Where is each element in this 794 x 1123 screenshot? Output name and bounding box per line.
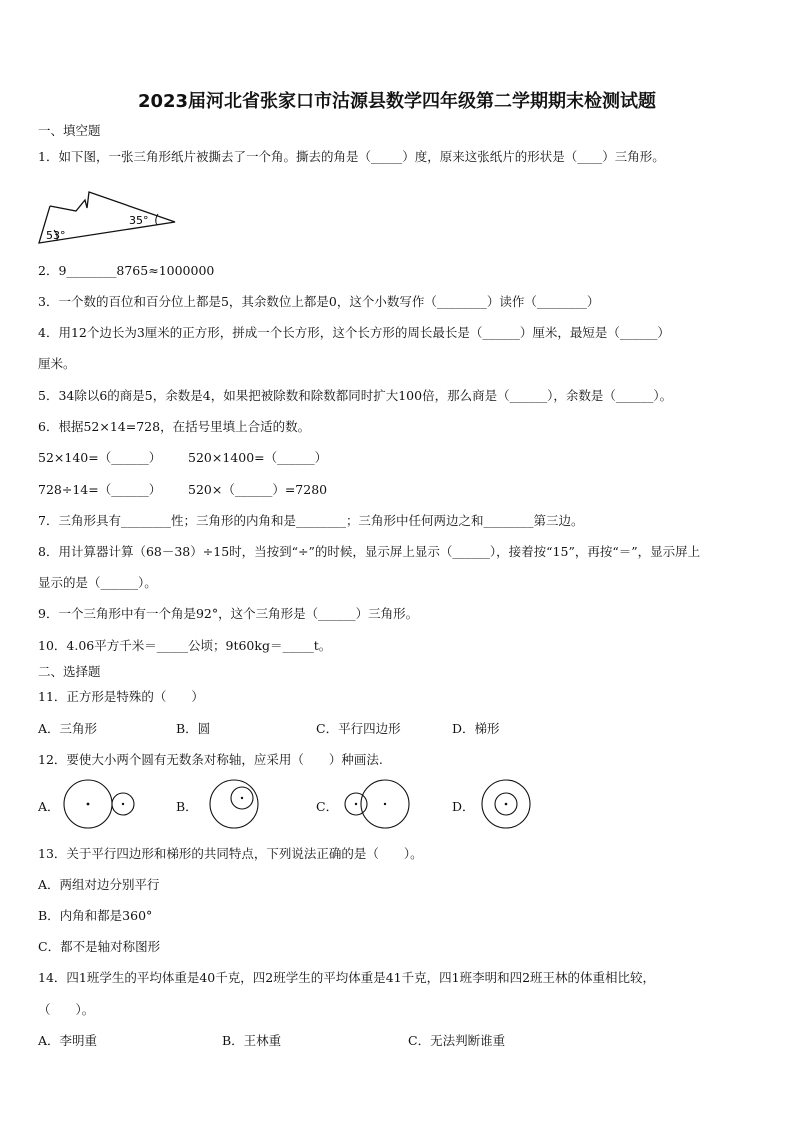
- q14-option-b: B．王林重: [222, 1033, 282, 1048]
- angle-label-left: 53°: [46, 229, 66, 242]
- angle-label-right: 35°: [129, 214, 149, 227]
- question-14-line-2: （ ）。: [38, 1002, 95, 1017]
- question-1: 1．如下图，一张三角形纸片被撕去了一个角。撕去的角是（_____）度，原来这张纸片的形状是（____）三角形。: [38, 149, 665, 164]
- q11-option-b: B．圆: [176, 721, 211, 736]
- q14-option-c: C．无法判断谁重: [408, 1033, 506, 1048]
- q12-option-d: D．: [452, 799, 475, 814]
- torn-triangle-figure: [36, 188, 181, 248]
- question-9: 9．一个三角形中有一个角是92°，这个三角形是（______）三角形。: [38, 606, 419, 621]
- circles-figure-c: [340, 777, 414, 831]
- question-10: 10．4.06平方千米＝_____公顷；9t60kg＝_____t。: [38, 638, 332, 653]
- question-2: 2．9________8765≈1000000: [38, 263, 215, 278]
- q14-option-a: A．李明重: [38, 1033, 98, 1048]
- q6-item-3: 728÷14=（______）: [38, 482, 162, 497]
- page-title: 2023届河北省张家口市沽源县数学四年级第二学期期末检测试题: [137, 91, 657, 112]
- q6-item-4: 520×（______）=7280: [188, 482, 328, 497]
- q11-option-d: D．梯形: [452, 721, 500, 736]
- question-3: 3．一个数的百位和百分位上都是5，其余数位上都是0，这个小数写作（________）读作（________）: [38, 294, 600, 309]
- question-4-line-1: 4．用12个边长为3厘米的正方形，拼成一个长方形，这个长方形的周长最长是（______）厘米，最短是（______）: [38, 325, 670, 340]
- question-6: 6．根据52×14=728，在括号里填上合适的数。: [38, 419, 311, 434]
- q11-option-a: A．三角形: [38, 721, 98, 736]
- q12-option-c: C．: [316, 799, 339, 814]
- question-11: 11．正方形是特殊的（ ）: [38, 689, 204, 704]
- question-5: 5．34除以6的商是5，余数是4，如果把被除数和除数都同时扩大100倍，那么商是（______），余数是（______）。: [38, 388, 673, 403]
- question-13: 13．关于平行四边形和梯形的共同特点，下列说法正确的是（ ）。: [38, 846, 423, 861]
- section-heading-fill-in: 一、填空题: [38, 123, 101, 138]
- q12-option-a: A．: [38, 799, 60, 814]
- q6-item-2: 520×1400=（______）: [188, 450, 328, 465]
- circles-figure-a: [62, 777, 140, 831]
- question-14-line-1: 14．四1班学生的平均体重是40千克，四2班学生的平均体重是41千克，四1班李明和四2班王林的体重相比较，: [38, 970, 656, 985]
- section-heading-multiple-choice: 二、选择题: [38, 664, 101, 679]
- question-8-line-2: 显示的是（______）。: [38, 575, 157, 590]
- circles-figure-b: [204, 777, 264, 831]
- q6-item-1: 52×140=（______）: [38, 450, 162, 465]
- q13-option-a: A．两组对边分别平行: [38, 877, 160, 892]
- q13-option-c: C．都不是轴对称图形: [38, 939, 161, 954]
- question-4-line-2: 厘米。: [38, 356, 76, 371]
- circles-figure-d: [479, 777, 533, 831]
- q12-option-b: B．: [176, 799, 198, 814]
- question-8-line-1: 8．用计算器计算（68－38）÷15时，当按到“÷”的时候，显示屏上显示（______），接着按“15”，再按“＝”，显示屏上: [38, 544, 701, 559]
- q13-option-b: B．内角和都是360°: [38, 908, 153, 923]
- q11-option-c: C．平行四边形: [316, 721, 401, 736]
- question-12: 12．要使大小两个圆有无数条对称轴，应采用（ ）种画法.: [38, 752, 383, 767]
- question-7: 7．三角形具有________性；三角形的内角和是________；三角形中任何两边之和________第三边。: [38, 513, 584, 528]
